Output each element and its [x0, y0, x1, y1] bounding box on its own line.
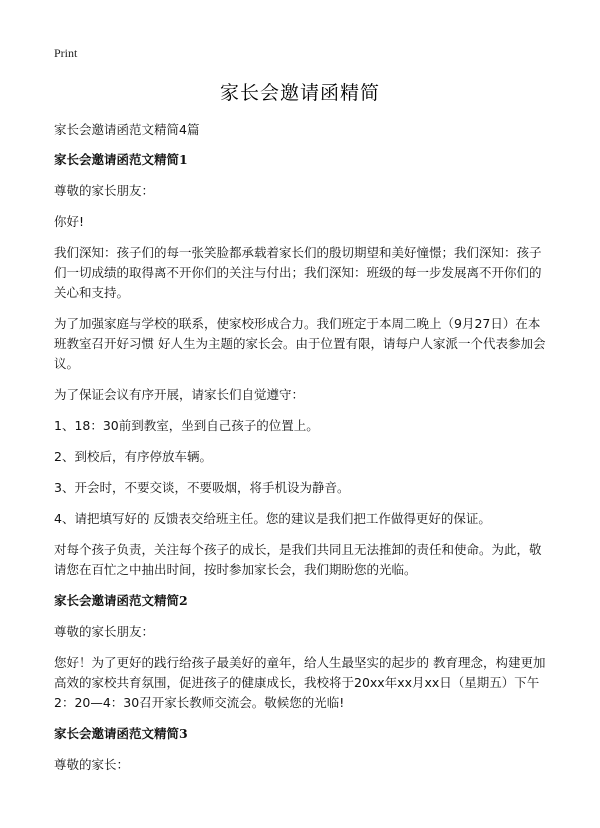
list-item: 4、请把填写好的 反馈表交给班主任。您的建议是我们把工作做得更好的保证。: [54, 511, 491, 526]
list-item: 1、18：30前到教室，坐到自己孩子的位置上。: [54, 418, 319, 433]
greeting: 尊敬的家长：: [54, 757, 130, 772]
document-subtitle: 家长会邀请函范文精简4篇: [54, 122, 200, 137]
paragraph: 对每个孩子负责，关注每个孩子的成长，是我们共同且无法推卸的责任和使命。为此，敬请您在百忙之中抽出时间，按时参加家长会，我们期盼您的光临。: [54, 542, 542, 577]
list-item: 3、开会时，不要交谈，不要吸烟，将手机设为静音。: [54, 480, 350, 495]
greeting: 尊敬的家长朋友：: [54, 183, 155, 198]
list-item: 2、到校后，有序停放车辆。: [54, 449, 212, 464]
document-body: [54, 150, 552, 786]
print-link[interactable]: Print: [54, 46, 78, 60]
section-heading: 家长会邀请函范文精简2: [54, 593, 188, 608]
section-heading: 家长会邀请函范文精简3: [54, 726, 188, 741]
hello-text: 你好!: [54, 214, 85, 229]
greeting: 尊敬的家长朋友：: [54, 624, 155, 639]
paragraph: 为了加强家庭与学校的联系，使家校形成合力。我们班定于本周二晚上（9月27日）在本班教室召开好习惯 好人生为主题的家长会。由于位置有限，请每户人家派一个代表参加会议。: [54, 316, 546, 371]
page-title: 家长会邀请函精简: [219, 82, 380, 104]
paragraph: 您好！为了更好的践行给孩子最美好的童年，给人生最坚实的起步的 教育理念，构建更加高效的家校共育氛围，促进孩子的健康成长，我校将于20xx年xx月xx日（星期五）下午2：20—4：30召开家长教师交流会。敬候您的光临!: [54, 655, 546, 710]
section-heading: 家长会邀请函范文精简1: [54, 152, 188, 167]
paragraph: 为了保证会议有序开展，请家长们自觉遵守：: [54, 387, 305, 402]
paragraph: 我们深知：孩子们的每一张笑脸都承载着家长们的殷切期望和美好憧憬；我们深知：孩子们一切成绩的取得离不开你们的关注与付出；我们深知：班级的每一步发展离不开你们的关心和支持。: [54, 245, 542, 300]
